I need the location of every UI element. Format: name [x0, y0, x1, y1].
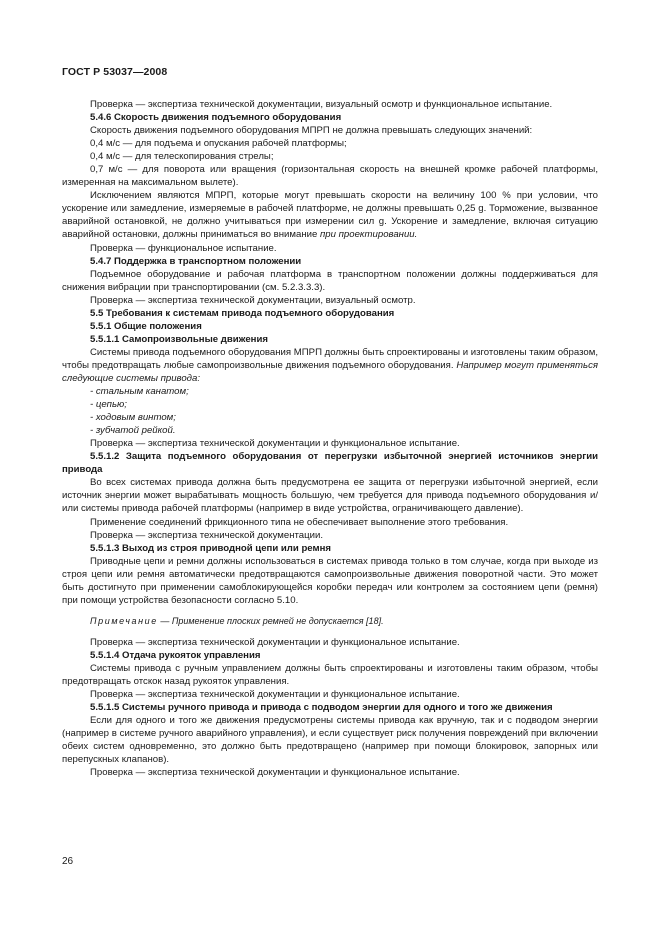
section-heading: [62, 255, 598, 268]
paragraph: [62, 636, 598, 649]
paragraph-text: 5.5.1.4 Отдача рукояток управления: [90, 649, 261, 661]
section-heading: [62, 701, 598, 714]
list-item: [62, 398, 598, 411]
paragraph-text: — Применение плоских ремней не допускается [18].: [157, 615, 384, 626]
paragraph: [62, 163, 598, 189]
page-number: 26: [62, 856, 74, 867]
paragraph: [62, 294, 598, 307]
paragraph: [62, 662, 598, 688]
paragraph-text: 5.5.1.3 Выход из строя приводной цепи или ремня: [90, 542, 332, 554]
paragraph-text: Скорость движения подъемного оборудования МПРП не должна превышать следующих значений:: [90, 125, 533, 137]
paragraph-text: 5.5.1.5 Системы ручного привода и привода с подводом энергии для одного и того же движения: [90, 702, 553, 714]
paragraph-text: Подъемное оборудование и рабочая платформа в транспортном положении должны поддерживаться для снижения вибрации при транспортировании (см. 5.2.3.3.3).: [62, 268, 598, 293]
note-label: Примечание: [90, 615, 158, 626]
paragraph-text: 5.5.1.2 Защита подъемного оборудования от перегрузки избыточной энергией источников энергии привода: [62, 451, 598, 476]
paragraph: [62, 137, 598, 150]
paragraph-text: - ходовым винтом;: [90, 412, 176, 424]
paragraph-text: Системы привода подъемного оборудования МПРП должны быть спроектированы и изготовлены таким образом, чтобы предотвращать любые самопроизвольные движения подъемного оборудования.: [62, 346, 598, 371]
paragraph-text: 5.5.1 Общие положения: [90, 320, 202, 332]
paragraph: [62, 346, 598, 385]
paragraph-text: 0,4 м/с — для подъема и опускания рабочей платформы;: [90, 138, 347, 150]
italic-text: при проектировании.: [320, 229, 418, 241]
paragraph-text: 5.4.7 Поддержка в транспортном положении: [90, 255, 302, 267]
paragraph-text: - цепью;: [90, 399, 127, 411]
paragraph: [62, 189, 598, 241]
paragraph-text: Проверка — экспертиза технической документации и функциональное испытание.: [90, 636, 460, 648]
paragraph-text: 0,7 м/с — для поворота или вращения (горизонтальная скорость на внешней кромке рабочей платформы, измеренная на максимальном вылете).: [62, 164, 598, 189]
paragraph-text: Проверка — экспертиза технической документации, визуальный осмотр и функциональное испытание.: [90, 99, 553, 110]
paragraph-text: Если для одного и того же движения предусмотрены системы привода как вручную, так и с подводом энергии (например в системе ручного аварийного управления), и если существует риск получения повреждений при включении обеих систем одновременно, это должно быть предотвращено (например при помощи блокировок, запорных или перепускных клапанов).: [62, 715, 598, 766]
paragraph: [62, 268, 598, 294]
paragraph: [62, 98, 598, 111]
section-heading: [62, 111, 598, 124]
paragraph: [62, 555, 598, 607]
section-heading: [62, 649, 598, 662]
paragraph: [62, 124, 598, 137]
paragraph: [62, 150, 598, 163]
paragraph: [62, 242, 598, 255]
paragraph-text: Применение соединений фрикционного типа не обеспечивает выполнение этого требования.: [90, 516, 509, 528]
paragraph-text: Системы привода с ручным управлением должны быть спроектированы и изготовлены таким образом, чтобы предотвращать отскок назад рукояток управления.: [62, 662, 598, 688]
document-header: ГОСТ Р 53037—2008: [62, 66, 168, 78]
paragraph-text: Проверка — экспертиза технической документации и функциональное испытание.: [90, 767, 460, 779]
section-heading: [62, 542, 598, 555]
note-paragraph: [62, 615, 598, 628]
italic-text: Например могут применяться следующие системы привода:: [62, 359, 598, 384]
paragraph-text: Проверка — экспертиза технической документации и функциональное испытание.: [90, 689, 460, 701]
paragraph-text: 0,4 м/с — для телескопирования стрелы;: [90, 151, 274, 163]
paragraph-text: Исключением являются МПРП, которые могут превышать скорости на величину 100 % при условии, что ускорение или замедление, измеряемые в рабочей платформе, не должны превышать 0,25 g. Торможение, вызванное аварийной остановкой, не должно учитываться при измерении сил g. Ускорение и замедление, включая ситуацию аварийной остановки, должны приниматься во внимание: [62, 190, 598, 241]
document-body: [62, 98, 598, 779]
paragraph-text: Проверка — экспертиза технической документации.: [90, 529, 324, 541]
paragraph-text: 5.4.6 Скорость движения подъемного оборудования: [90, 112, 342, 124]
paragraph: [62, 688, 598, 701]
paragraph: [62, 529, 598, 542]
paragraph-text: Приводные цепи и ремни должны использоваться в системах привода только в том случае, когда при выходе из строя цепи или ремня автоматически предотвращаются самопроизвольные движения поворотной части. Это может быть достигнуто при применении самоблокирующейся коробки передач или контролем за состоянием цепи (ремня) при помощи устройства безопасности согласно 5.10.: [62, 555, 598, 606]
list-item: [62, 424, 598, 437]
paragraph: [62, 516, 598, 529]
section-heading: [62, 320, 598, 333]
paragraph: [62, 714, 598, 766]
paragraph-text: Проверка — экспертиза технической документации, визуальный осмотр.: [90, 294, 416, 306]
section-heading: [62, 450, 598, 476]
paragraph-text: - стальным канатом;: [90, 386, 189, 398]
paragraph-text: Во всех системах привода должна быть предусмотрена ее защита от перегрузки избыточной энергией, если источник энергии может вырабатывать мощность большую, чем требуется для привода подъемного оборудования и/или системы привода рабочей платформы (например в виде устройства, ограничивающего давление).: [62, 477, 598, 515]
section-heading: [62, 307, 598, 320]
section-heading: [62, 333, 598, 346]
paragraph: [62, 766, 598, 779]
list-item: [62, 411, 598, 424]
paragraph-text: Проверка — экспертиза технической документации и функциональное испытание.: [90, 438, 460, 450]
paragraph-text: 5.5.1.1 Самопроизвольные движения: [90, 333, 268, 345]
paragraph: [62, 437, 598, 450]
paragraph-text: 5.5 Требования к системам привода подъемного оборудования: [90, 307, 395, 319]
paragraph: [62, 476, 598, 515]
list-item: [62, 385, 598, 398]
paragraph-text: - зубчатой рейкой.: [90, 425, 176, 437]
paragraph-text: Проверка — функциональное испытание.: [90, 242, 277, 254]
